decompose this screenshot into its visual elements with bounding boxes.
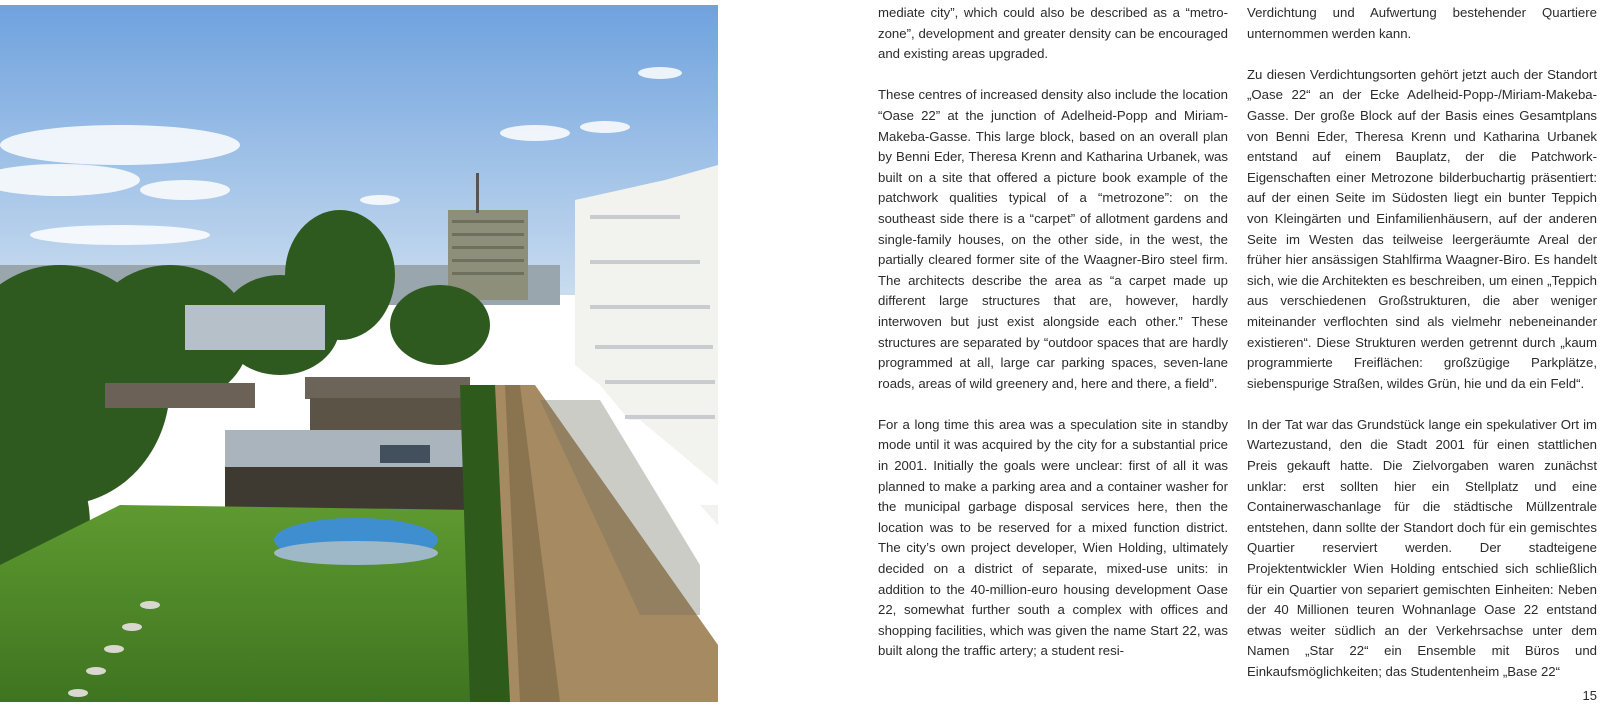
english-text-column: [878, 3, 1228, 683]
german-paragraph-2: Zu diesen Verdichtungsorten gehört jetzt auch der Standort „Oase 22“ an der Ecke Adelheid-Popp-/Miriam-Makeba-Gasse. Der große Block auf der Basis eines Gesamtplans von Benni Eder, Theresa Krenn und Katharina Urbanek entstand auf einem Bauplatz, der die Patchwork-Eigenschaften einer Metrozone bilderbuchartig präsentiert: auf der einen Seite im Südosten liegt ein bunter Teppich von Kleingärten und Einfamilienhäusern, auf der anderen Seite im Westen das teilweise leergeräumte Areal der früher hier ansässigen Stahlfirma Waagner-Biro. Es handelt sich, wie die Architekten es beschreiben, um einen „Teppich aus verschiedenen Großstrukturen, die aber weniger miteinander verflochten sind als vielmehr nebeneinander existieren“. Diese Strukturen werden getrennt durch „kaum programmierte Freiflächen: großzügige Parkplätze, siebenspurige Straßen, wildes Grün, hie und da ein Feld“.: [1247, 66, 1597, 391]
german-paragraph-1: Verdichtung und Aufwertung bestehender Quartiere unternommen werden kann.: [1247, 5, 1597, 41]
photo-illustration: [0, 5, 718, 702]
german-paragraph-3: In der Tat war das Grundstück lange ein spekulativer Ort im Wartezustand, den die Stadt 2001 für einen stattlichen Preis gekauft hatte. Die Zielvorgaben waren zunächst unklar: erst sollten hier ein Stellplatz und eine Containerwaschanlage für die städtische Müllzentrale entstehen, dann sollte der Standort doch für ein gemischtes Quartier reserviert werden. Der stadteigene Projektentwickler Wien Holding entschied sich schließlich für ein Quartier von separiert gemischten Einheiten: Neben der 40 Millionen teuren Wohnanlage Oase 22 entstand etwas weiter südlich an der Verkehrsachse unter dem Namen „Star 22“ ein Ensemble mit Büros und Einkaufsmöglichkeiten; das Studentenheim „Base 22“: [1247, 416, 1597, 679]
page-number: 15: [1582, 688, 1597, 703]
german-text-column: [1247, 3, 1597, 703]
english-paragraph-2: These centres of increased density also include the location “Oase 22” at the junction of Adelheid-Popp and Miriam-Makeba-Gasse. This large block, based on an overall plan by Benni Eder, Theresa Krenn and Katharina Urbanek, was built on a site that offered a picture book example of the patchwork qualities typical of a “metrozone”: on the southeast side there is a “carpet” of allotment gardens and single-family houses, on the other side, in the west, the partially cleared former site of the Waagner-Biro steel firm. The architects describe the area as “a carpet made up different large structures that are, however, hardly interwoven but just exist alongside each other.” These structures are separated by “outdoor spaces that are hardly programmed at all, large car parking spaces, seven-lane roads, areas of wild greenery and, here and there, a field”.: [878, 87, 1228, 391]
english-paragraph-3: For a long time this area was a speculation site in standby mode until it was acquired by the city for a substantial price in 2001. Initially the goals were unclear: first of all it was planned to make a parking area and a container washer for the municipal garbage disposal services here, then the location was to be reserved for a mixed function district. The city’s own project developer, Wien Holding, ultimately decided on a district of separate, mixed-use units: in addition to the 40-million-euro housing development Oase 22, somewhat further south a complex with offices and shopping facilities, which was given the name Start 22, was built along the traffic artery; a student resi-: [878, 416, 1228, 659]
english-paragraph-1: mediate city”, which could also be described as a “metrozone”, development and greater density can be encouraged and existing areas upgraded.: [878, 5, 1228, 62]
architecture-photo: [0, 5, 718, 702]
tower-block: [448, 210, 528, 300]
garden-house-roof: [305, 377, 470, 399]
